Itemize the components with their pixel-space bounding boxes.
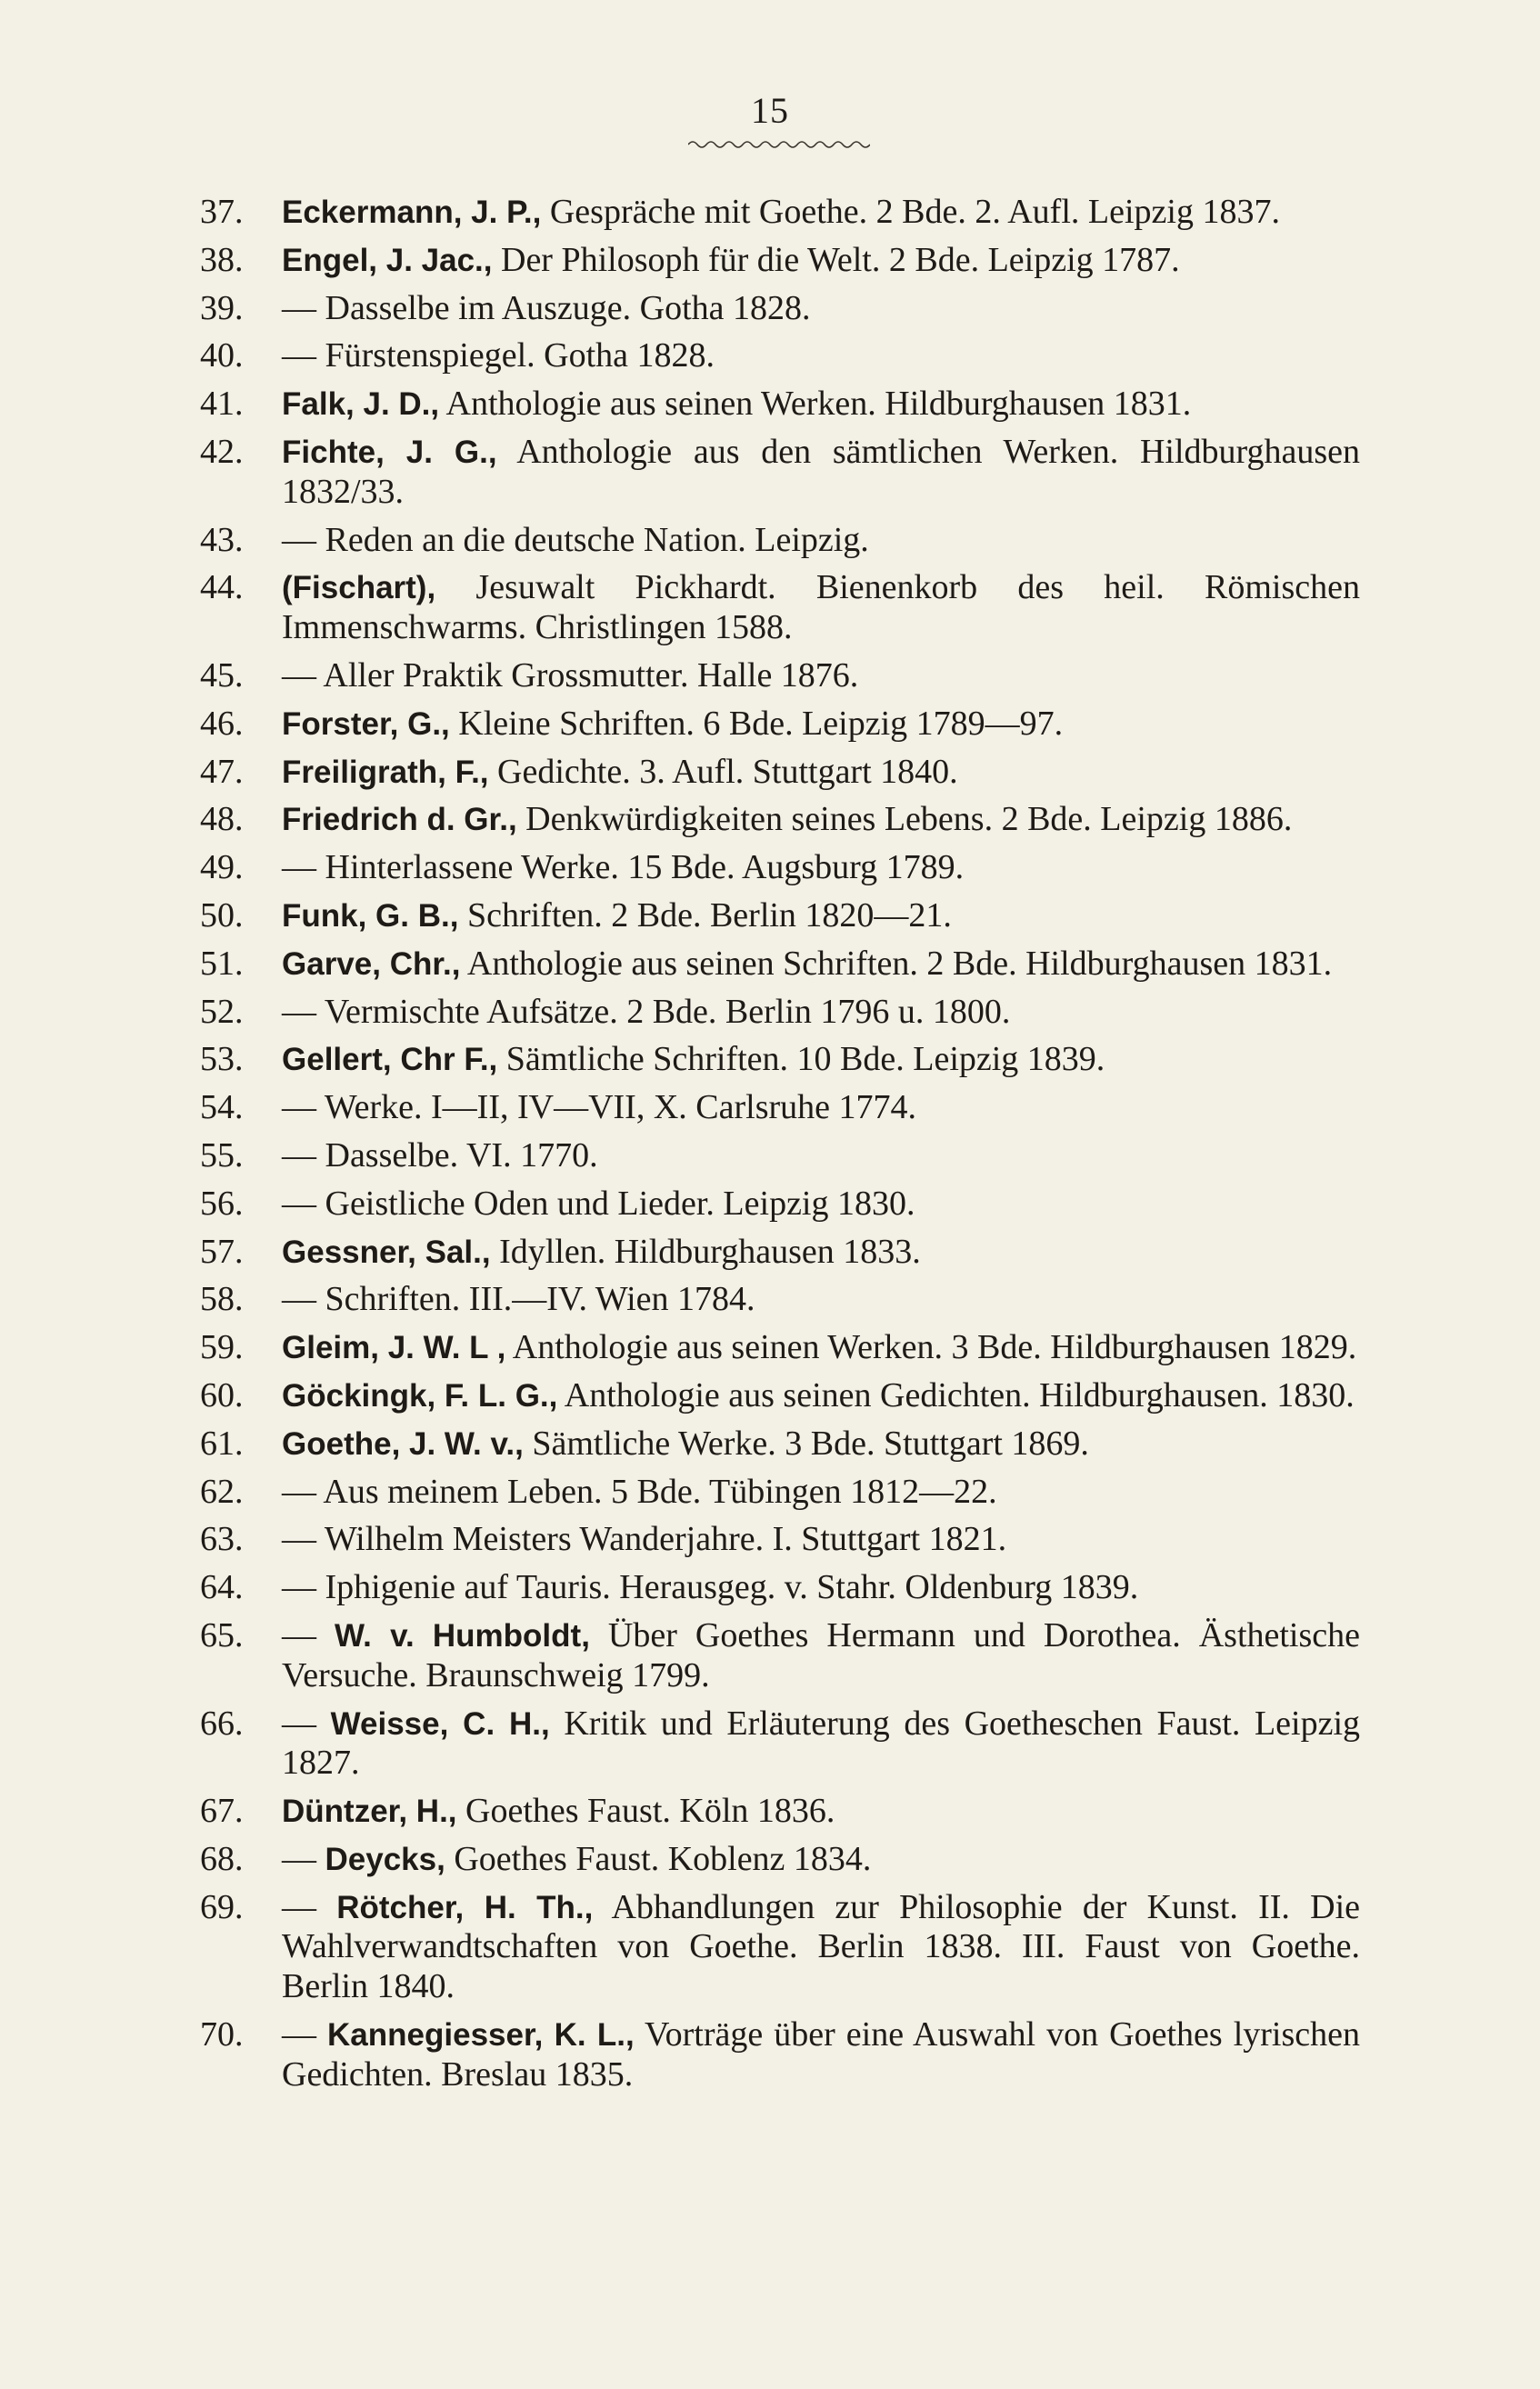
entry-number: 41. [200, 385, 244, 424]
entry-body [282, 1088, 1360, 1128]
entry-author: Goethe, J. W. v., [282, 1425, 524, 1462]
entry-author: Göckingk, F. L. G., [282, 1377, 558, 1414]
entry-body [282, 1520, 1360, 1560]
entry-number: 47. [200, 752, 244, 791]
entry-number: 65. [200, 1615, 244, 1654]
entry-number: 54. [200, 1088, 244, 1127]
entry-text: — Dasselbe im Auszuge. Gotha 1828. [282, 288, 811, 327]
entry-text: — Wilhelm Meisters Wanderjahre. I. Stuttgart 1821. [282, 1520, 1007, 1559]
catalog-entry [200, 568, 1360, 648]
entry-ditto-dash: — [282, 1839, 325, 1878]
entry-number: 37. [200, 193, 244, 231]
entry-number: 44. [200, 568, 244, 607]
entry-ditto-dash: — [282, 1704, 331, 1743]
entry-number: 63. [200, 1520, 244, 1559]
entry-body [282, 1328, 1360, 1368]
entry-author: Engel, J. Jac., [282, 242, 493, 278]
entry-body [282, 705, 1360, 745]
catalog-entry [200, 1136, 1360, 1176]
catalog-entry [200, 705, 1360, 745]
entry-text: Kleine Schriften. 6 Bde. Leipzig 1789—97. [449, 704, 1064, 743]
entry-author: Friedrich d. Gr., [282, 802, 517, 838]
entry-author: Kannegiesser, K. L., [327, 2017, 635, 2054]
entry-body [282, 1424, 1360, 1464]
entry-body [282, 521, 1360, 561]
entry-text: — Vermischte Aufsätze. 2 Bde. Berlin 1796 u. 1800. [282, 992, 1011, 1031]
entry-number: 52. [200, 992, 244, 1031]
entry-number: 50. [200, 895, 244, 935]
entry-body [282, 1040, 1360, 1080]
entry-number: 60. [200, 1375, 244, 1414]
entry-text: Kritik und Erläuterung des Goetheschen Faust. Leipzig 1827. [282, 1704, 1361, 1783]
entry-text: Gespräche mit Goethe. 2 Bde. 2. Aufl. Leipzig 1837. [541, 193, 1280, 231]
entry-author: Falk, J. D., [282, 386, 440, 423]
catalog-entry [200, 896, 1360, 936]
entry-body [282, 193, 1360, 233]
entry-author: Rötcher, H. Th., [336, 1889, 594, 1925]
catalog-entry [200, 1088, 1360, 1128]
entry-body [282, 656, 1360, 696]
entry-text: — Werke. I—II, IV—VII, X. Carlsruhe 1774. [282, 1088, 917, 1127]
entry-body [282, 1792, 1360, 1832]
entry-text: — Dasselbe. VI. 1770. [282, 1135, 598, 1175]
entry-body [282, 945, 1360, 985]
entry-body [282, 896, 1360, 936]
entry-author: Gellert, Chr F., [282, 1042, 498, 1078]
entry-text: Goethes Faust. Koblenz 1834. [445, 1839, 872, 1878]
entry-number: 70. [200, 2015, 244, 2054]
catalog-entry [200, 2015, 1360, 2095]
entry-body [282, 568, 1360, 648]
entry-body [282, 1888, 1360, 2007]
catalog-entry [200, 1520, 1360, 1560]
entry-number: 55. [200, 1135, 244, 1175]
entry-text: Anthologie aus seinen Werken. Hildburghausen 1831. [439, 385, 1192, 424]
entry-text: — Hinterlassene Werke. 15 Bde. Augsburg 1789. [282, 848, 965, 887]
entry-author: Eckermann, J. P., [282, 195, 542, 230]
catalog-entry [200, 848, 1360, 888]
entry-number: 51. [200, 944, 244, 983]
entry-author: Düntzer, H., [282, 1794, 457, 1830]
entry-author: (Fischart), [282, 570, 436, 606]
entry-text: Der Philosoph für die Welt. 2 Bde. Leipzig 1787. [492, 240, 1180, 279]
catalog-entry [200, 241, 1360, 281]
entry-number: 46. [200, 704, 244, 743]
entry-ditto-dash: — [282, 2015, 328, 2054]
catalog-entry [200, 1328, 1360, 1368]
catalog-entry [200, 193, 1360, 233]
entry-body [282, 1233, 1360, 1273]
entry-author: Weisse, C. H., [330, 1705, 550, 1742]
catalog-entry [200, 385, 1360, 425]
entry-number: 67. [200, 1792, 244, 1831]
entry-text: Goethes Faust. Köln 1836. [456, 1792, 835, 1831]
entry-text: — Aus meinem Leben. 5 Bde. Tübingen 1812—22. [282, 1472, 997, 1511]
catalog-entry [200, 945, 1360, 985]
catalog-entry [200, 1568, 1360, 1608]
entry-author: Freiligrath, F., [282, 754, 489, 790]
entry-text: Anthologie aus seinen Schriften. 2 Bde. Hildburghausen 1831. [460, 944, 1333, 983]
entry-body [282, 336, 1360, 376]
entry-body [282, 800, 1360, 840]
entry-number: 56. [200, 1184, 244, 1223]
catalog-entry [200, 1280, 1360, 1320]
catalog-entry-list [200, 193, 1360, 2095]
entry-number: 58. [200, 1280, 244, 1319]
entry-body [282, 1376, 1360, 1416]
entry-number: 61. [200, 1424, 244, 1463]
entry-text: Anthologie aus den sämtlichen Werken. Hildburghausen 1832/33. [282, 432, 1361, 511]
catalog-entry [200, 336, 1360, 376]
wavy-rule-ornament [688, 138, 870, 151]
entry-body [282, 289, 1360, 329]
entry-text: Über Goethes Hermann und Dorothea. Ästhetische Versuche. Braunschweig 1799. [282, 1615, 1361, 1694]
entry-author: Gleim, J. W. L , [282, 1330, 506, 1366]
entry-body [282, 993, 1360, 1033]
entry-body [282, 1616, 1360, 1696]
entry-text: Sämtliche Werke. 3 Bde. Stuttgart 1869. [523, 1424, 1089, 1463]
catalog-entry [200, 1040, 1360, 1080]
catalog-entry [200, 433, 1360, 513]
entry-number: 57. [200, 1232, 244, 1271]
entry-text: — Iphigenie auf Tauris. Herausgeg. v. Stahr. Oldenburg 1839. [282, 1568, 1139, 1607]
catalog-entry [200, 1888, 1360, 2007]
entry-number: 59. [200, 1328, 244, 1367]
catalog-entry [200, 1424, 1360, 1464]
entry-body [282, 241, 1360, 281]
entry-author: Forster, G., [282, 705, 450, 742]
catalog-entry [200, 1185, 1360, 1224]
entry-text: — Aller Praktik Grossmutter. Halle 1876. [282, 655, 859, 695]
entry-body [282, 1185, 1360, 1224]
entry-body [282, 753, 1360, 793]
entry-text: — Fürstenspiegel. Gotha 1828. [282, 336, 715, 375]
entry-text: Denkwürdigkeiten seines Lebens. 2 Bde. Leipzig 1886. [516, 800, 1293, 839]
entry-ditto-dash: — [282, 1887, 337, 1926]
entry-body [282, 433, 1360, 513]
catalog-entry [200, 1473, 1360, 1513]
catalog-entry [200, 656, 1360, 696]
entry-ditto-dash: — [282, 1615, 335, 1654]
catalog-entry [200, 289, 1360, 329]
entry-text: Schriften. 2 Bde. Berlin 1820—21. [458, 895, 952, 935]
entry-body [282, 385, 1360, 425]
entry-author: Fichte, J. G., [282, 434, 497, 470]
entry-number: 42. [200, 432, 244, 471]
entry-body [282, 2015, 1360, 2095]
entry-body [282, 848, 1360, 888]
entry-number: 38. [200, 240, 244, 279]
entry-body [282, 1280, 1360, 1320]
catalog-entry [200, 753, 1360, 793]
entry-author: W. v. Humboldt, [335, 1617, 590, 1654]
entry-number: 53. [200, 1040, 244, 1079]
entry-number: 49. [200, 848, 244, 887]
catalog-entry [200, 1792, 1360, 1832]
entry-body [282, 1704, 1360, 1784]
entry-text: Gedichte. 3. Aufl. Stuttgart 1840. [488, 752, 958, 791]
entry-body [282, 1473, 1360, 1513]
catalog-entry [200, 1840, 1360, 1880]
entry-number: 69. [200, 1887, 244, 1926]
catalog-entry [200, 1704, 1360, 1784]
entry-text: Vorträge über eine Auswahl von Goethes lyrischen Gedichten. Breslau 1835. [282, 2015, 1361, 2094]
entry-text: Anthologie aus seinen Werken. 3 Bde. Hildburghausen 1829. [505, 1328, 1357, 1367]
entry-author: Funk, G. B., [282, 897, 459, 934]
page-number: 15 [751, 90, 789, 131]
entry-text: Anthologie aus seinen Gedichten. Hildburghausen. 1830. [557, 1375, 1355, 1414]
catalog-entry [200, 800, 1360, 840]
entry-number: 48. [200, 800, 244, 839]
entry-text: — Schriften. III.—IV. Wien 1784. [282, 1280, 755, 1319]
entry-number: 68. [200, 1839, 244, 1878]
entry-text: — Geistliche Oden und Lieder. Leipzig 1830. [282, 1184, 915, 1223]
entry-number: 43. [200, 520, 244, 559]
entry-text: Jesuwalt Pickhardt. Bienenkorb des heil. Römischen Immenschwarms. Christlingen 1588. [282, 568, 1360, 647]
entry-author: Deycks, [325, 1841, 445, 1877]
catalog-entry [200, 993, 1360, 1033]
catalog-entry [200, 1376, 1360, 1416]
entry-body [282, 1840, 1360, 1880]
entry-number: 39. [200, 288, 244, 327]
entry-number: 66. [200, 1704, 244, 1743]
catalog-entry [200, 1616, 1360, 1696]
entry-author: Gessner, Sal., [282, 1234, 491, 1270]
entry-body [282, 1136, 1360, 1176]
entry-number: 64. [200, 1568, 244, 1607]
entry-number: 62. [200, 1472, 244, 1511]
entry-body [282, 1568, 1360, 1608]
entry-author: Garve, Chr., [282, 945, 461, 982]
catalog-entry [200, 521, 1360, 561]
catalog-entry [200, 1233, 1360, 1273]
entry-text: Abhandlungen zur Philosophie der Kunst. II. Die Wahlverwandtschaften von Goethe. Berlin 1838. III. Faust von Goethe. Berlin 1840. [282, 1887, 1360, 2006]
entry-text: — Reden an die deutsche Nation. Leipzig. [282, 520, 869, 559]
entry-text: Sämtliche Schriften. 10 Bde. Leipzig 1839. [497, 1040, 1105, 1079]
entry-text: Idyllen. Hildburghausen 1833. [490, 1232, 921, 1271]
entry-number: 45. [200, 655, 244, 695]
entry-number: 40. [200, 336, 244, 375]
